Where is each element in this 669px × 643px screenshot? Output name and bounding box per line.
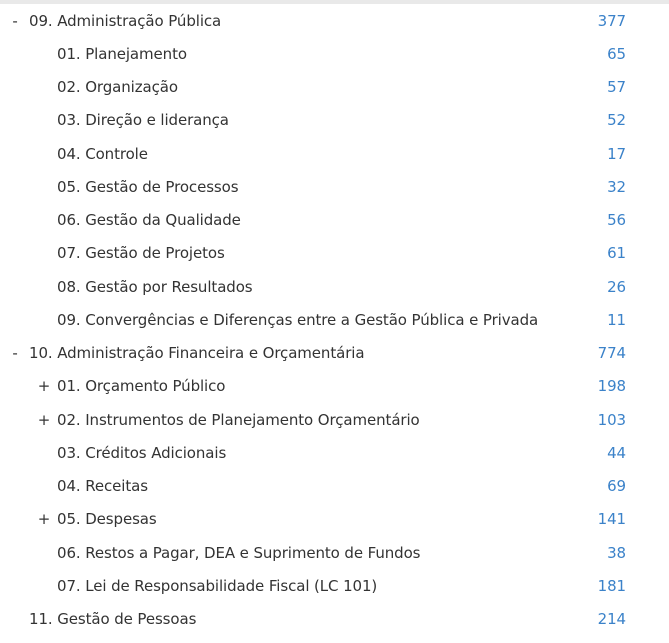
question-count-link[interactable]: 377 xyxy=(597,11,626,30)
tree-item-label[interactable]: 02. Instrumentos de Planejamento Orçamentário xyxy=(57,410,420,429)
tree-item-label[interactable]: 03. Créditos Adicionais xyxy=(57,443,227,462)
question-count-link[interactable]: 38 xyxy=(607,543,626,562)
tree-item-label[interactable]: 06. Gestão da Qualidade xyxy=(57,211,241,230)
question-count-link[interactable]: 181 xyxy=(597,576,626,595)
question-count-link[interactable]: 214 xyxy=(597,610,626,629)
tree-row[interactable] xyxy=(0,536,669,569)
tree-row[interactable] xyxy=(0,303,669,336)
tree-row[interactable] xyxy=(0,104,669,137)
tree-row[interactable] xyxy=(0,71,669,104)
tree-item-label[interactable]: 06. Restos a Pagar, DEA e Suprimento de Fundos xyxy=(57,543,421,562)
tree-item-label[interactable]: 05. Despesas xyxy=(57,510,157,529)
question-count-link[interactable]: 11 xyxy=(607,310,626,329)
tree-item-label[interactable]: 09. Administração Pública xyxy=(29,11,222,30)
question-count-link[interactable]: 198 xyxy=(597,377,626,396)
tree-item-label[interactable]: 07. Lei de Responsabilidade Fiscal (LC 101) xyxy=(57,576,378,595)
question-count-link[interactable]: 52 xyxy=(607,111,626,130)
question-count-link[interactable]: 141 xyxy=(597,510,626,529)
collapse-toggle[interactable]: - xyxy=(12,344,18,363)
tree-row[interactable] xyxy=(0,237,669,270)
tree-row[interactable] xyxy=(0,403,669,436)
expand-toggle[interactable]: + xyxy=(37,510,51,529)
tree-item-label[interactable]: 11. Gestão de Pessoas xyxy=(29,610,197,629)
question-count-link[interactable]: 26 xyxy=(607,277,626,296)
tree-item-label[interactable]: 07. Gestão de Projetos xyxy=(57,244,225,263)
tree-row[interactable] xyxy=(0,370,669,403)
tree-row[interactable] xyxy=(0,569,669,602)
tree-row[interactable] xyxy=(0,436,669,469)
question-count-link[interactable]: 774 xyxy=(597,344,626,363)
question-count-link[interactable]: 103 xyxy=(597,410,626,429)
tree-item-label[interactable]: 04. Receitas xyxy=(57,477,148,496)
subject-tree xyxy=(0,4,669,636)
tree-item-label[interactable]: 05. Gestão de Processos xyxy=(57,177,239,196)
question-count-link[interactable]: 57 xyxy=(607,78,626,97)
tree-item-label[interactable]: 01. Planejamento xyxy=(57,44,187,63)
question-count-link[interactable]: 32 xyxy=(607,177,626,196)
tree-row[interactable] xyxy=(0,270,669,303)
question-count-link[interactable]: 69 xyxy=(607,477,626,496)
tree-item-label[interactable]: 09. Convergências e Diferenças entre a Gestão Pública e Privada xyxy=(57,310,539,329)
tree-item-label[interactable]: 04. Controle xyxy=(57,144,148,163)
tree-item-label[interactable]: 02. Organização xyxy=(57,78,178,97)
tree-row[interactable] xyxy=(0,204,669,237)
tree-row[interactable] xyxy=(0,4,669,37)
tree-item-label[interactable]: 01. Orçamento Público xyxy=(57,377,226,396)
question-count-link[interactable]: 65 xyxy=(607,44,626,63)
expand-toggle[interactable]: + xyxy=(37,410,51,429)
tree-row[interactable] xyxy=(0,337,669,370)
tree-row[interactable] xyxy=(0,170,669,203)
question-count-link[interactable]: 56 xyxy=(607,211,626,230)
tree-row[interactable] xyxy=(0,603,669,636)
tree-row[interactable] xyxy=(0,137,669,170)
tree-row[interactable] xyxy=(0,503,669,536)
tree-item-label[interactable]: 10. Administração Financeira e Orçamentária xyxy=(29,344,365,363)
expand-toggle[interactable]: + xyxy=(37,377,51,396)
question-count-link[interactable]: 17 xyxy=(607,144,626,163)
tree-row[interactable] xyxy=(0,37,669,70)
tree-item-label[interactable]: 03. Direção e liderança xyxy=(57,111,229,130)
tree-row[interactable] xyxy=(0,470,669,503)
collapse-toggle[interactable]: - xyxy=(12,11,18,30)
tree-item-label[interactable]: 08. Gestão por Resultados xyxy=(57,277,253,296)
question-count-link[interactable]: 44 xyxy=(607,443,626,462)
question-count-link[interactable]: 61 xyxy=(607,244,626,263)
